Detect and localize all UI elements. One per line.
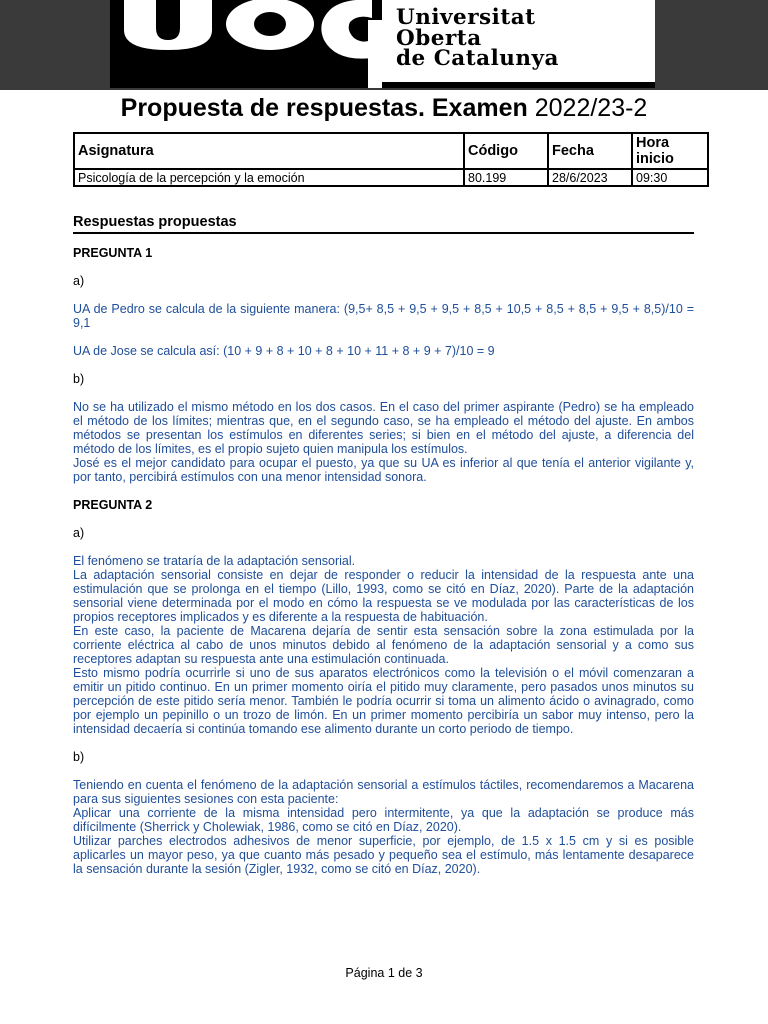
q2-b-paragraph-3: Utilizar parches electrodos adhesivos de menor superficie, por ejemplo, de 1.5 x 1.5 cm y si es posible aplicarles un mayor peso, ya que cuanto más pesado y pequeño sea el estímulo, más lentamente desaparece la sensación durante la sesión (Zigler, 1932, como se citó en Díaz, 2020). xyxy=(73,834,694,876)
page-title-main: Propuesta de respuestas. Examen xyxy=(120,94,528,122)
section-title: Respuestas propuestas xyxy=(73,213,694,234)
q2-b-paragraph-2: Aplicar una corriente de la misma intensidad pero intermitente, ya que la adaptación se produce más difícilmente (Sherrick y Cholewiak, 1986, como se citó en Díaz, 2020). xyxy=(73,806,694,834)
cell-hora: 09:30 xyxy=(632,169,708,186)
university-line-2: Oberta xyxy=(396,25,482,51)
exam-info-table xyxy=(73,132,709,187)
q2-a-paragraph-3: En este caso, la paciente de Macarena dejaría de sentir esta sensación sobre la zona estimulada por la corriente eléctrica al cabo de unos minutos debido al fenómeno de la adaptación sensorial y a como sus receptores adaptan su respuesta ante una estimulación continuada. xyxy=(73,624,694,666)
table-row xyxy=(74,169,708,186)
q1-b-paragraph-2: José es el mejor candidato para ocupar el puesto, ya que su UA es inferior al que tenía el anterior vigilante y, por tanto, percibirá estímulos con una menor intensidad sonora. xyxy=(73,456,694,484)
q2-a-paragraph-1: El fenómeno se trataría de la adaptación sensorial. xyxy=(73,554,356,568)
header-hora: Hora inicio xyxy=(632,133,708,169)
university-line-1: Universitat xyxy=(396,5,536,30)
table-header-row xyxy=(74,133,708,169)
q1-part-a-label: a) xyxy=(73,274,85,288)
cell-fecha: 28/6/2023 xyxy=(548,169,632,186)
page-number: Página 1 de 3 xyxy=(345,966,423,980)
q1-part-b-label: b) xyxy=(73,372,85,386)
question-1-title: PREGUNTA 1 xyxy=(73,246,153,260)
q2-part-a-label: a) xyxy=(73,526,85,540)
university-name xyxy=(396,5,559,71)
page-title xyxy=(0,93,768,123)
q2-a-paragraph-2: La adaptación sensorial consiste en dejar de responder o reducir la intensidad de la respuesta ante una estimulación que se prolonga en el tiempo (Lillo, 1993, como se citó en Díaz, 2020). Parte de la adaptación sensorial viene determinada por el modo en cómo la respuesta se ve modulada por las características de los propios receptores implicados y es diferente a la respuesta de habituación. xyxy=(73,568,694,624)
q2-a-paragraph-4: Esto mismo podría ocurrirle si uno de sus aparatos electrónicos como la televisión o el móvil comenzaran a emitir un pitido continuo. En un primer momento oiría el pitido muy claramente, pero pasados unos minutos su percepción de este pitido sería menor. También le podría ocurrir si toma un alimento ácido o avinagrado, como por ejemplo un pepinillo o un trozo de limón. En un primer momento percibiría un sabor muy intenso, pero la intensidad decaería si continúa tomando ese alimento durante un corto periodo de tiempo. xyxy=(73,666,694,736)
q2-b-paragraph-1: Teniendo en cuenta el fenómeno de la adaptación sensorial a estímulos táctiles, recomendaremos a Macarena para sus siguientes sesiones con esta paciente: xyxy=(73,778,694,806)
q1-a-paragraph-1: UA de Pedro se calcula de la siguiente manera: (9,5+ 8,5 + 9,5 + 9,5 + 8,5 + 10,5 + 8,5 + 8,5 + 9,5 + 8,5)/10 = 9,1 xyxy=(73,302,694,330)
q1-a-paragraph-2: UA de Jose se calcula así: (10 + 9 + 8 + 10 + 8 + 10 + 11 + 8 + 9 + 7)/10 = 9 xyxy=(73,344,495,358)
header-asignatura: Asignatura xyxy=(74,133,464,169)
uoc-logo-mark xyxy=(110,0,382,88)
cell-codigo: 80.199 xyxy=(464,169,548,186)
header-fecha: Fecha xyxy=(548,133,632,169)
answers-content xyxy=(73,213,694,876)
university-line-3: de Catalunya xyxy=(396,46,559,71)
q1-b-paragraph-1: No se ha utilizado el mismo método en los dos casos. En el caso del primer aspirante (Pedro) se ha empleado el método de los límites; mientras que, en el segundo caso, se ha empleado el método del ajuste. En ambos métodos se presentan los estímulos en diferentes series; si bien en el método del ajuste, a diferencia del método de los límites, es el propio sujeto quien manipula los estímulos. xyxy=(73,400,694,456)
cell-asignatura: Psicología de la percepción y la emoción xyxy=(74,169,464,186)
q2-part-b-label: b) xyxy=(73,750,85,764)
question-2-title: PREGUNTA 2 xyxy=(73,498,153,512)
uoc-logo xyxy=(110,0,655,88)
header-codigo: Código xyxy=(464,133,548,169)
page-title-term: 2022/23-2 xyxy=(534,94,648,122)
